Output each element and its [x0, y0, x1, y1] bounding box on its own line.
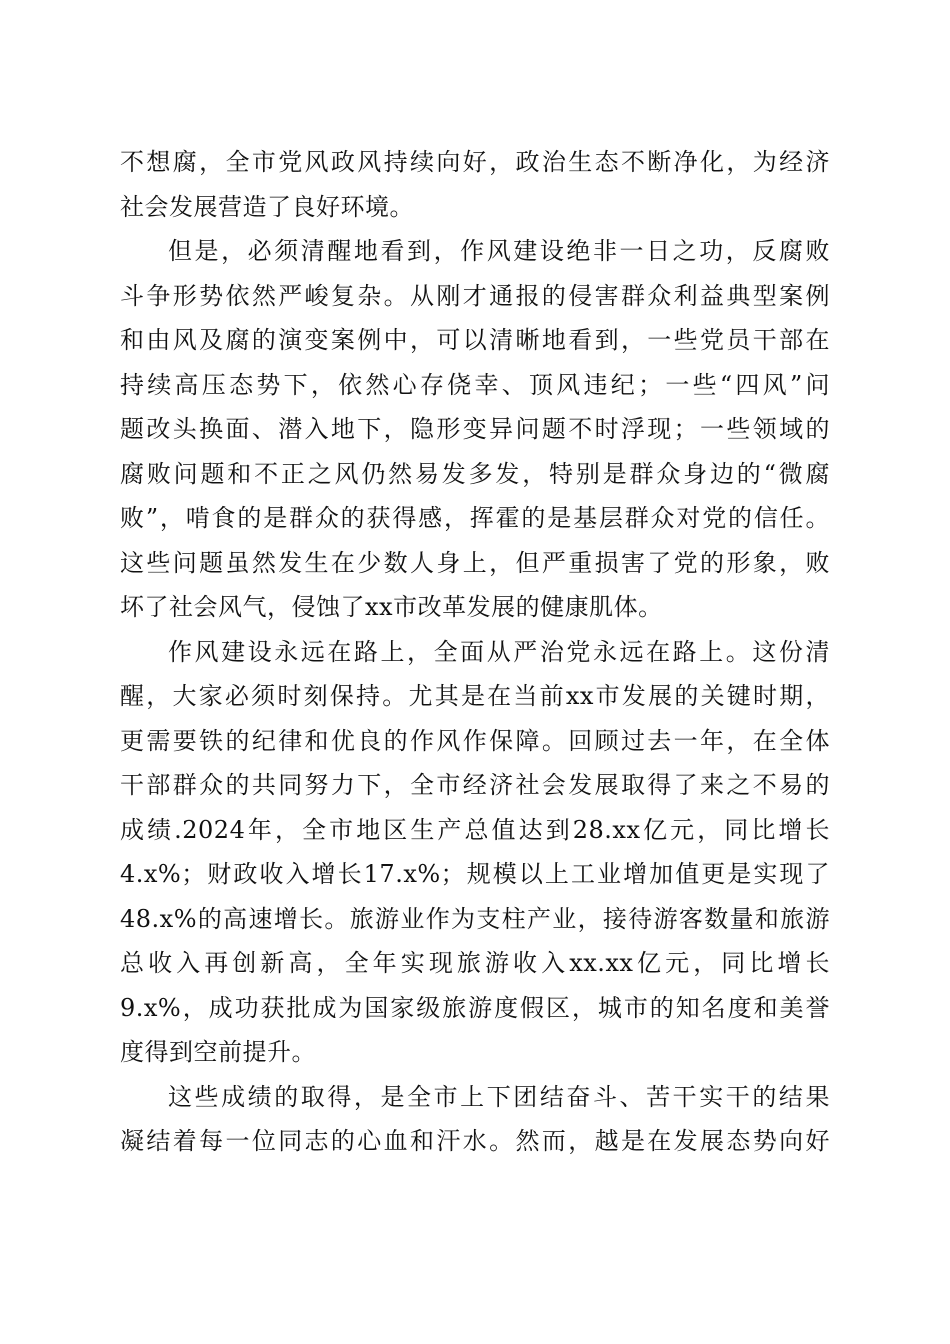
text-line: 更需要铁的纪律和优良的作风作保障。回顾过去一年，在全体	[120, 726, 830, 755]
text-line: 坏了社会风气，侵蚀了xx市改革发展的健康肌体。	[120, 593, 663, 621]
text-line: 不想腐，全市党风政风持续向好，政治生态不断净化，为经济	[120, 148, 830, 176]
paragraph-first-line: 但是，必须清醒地看到，作风建设绝非一日之功，反腐败	[168, 237, 830, 265]
paragraph-first-line: 作风建设永远在路上，全面从严治党永远在路上。这份清	[168, 637, 830, 666]
text-line: 持续高压态势下，依然心存侥幸、顶风违纪；一些“四风”问	[120, 370, 830, 399]
text-line: 48.x%的高速增长。旅游业作为支柱产业，接待游客数量和旅游	[120, 904, 830, 933]
text-line: 9.x%，成功获批成为国家级旅游度假区，城市的知名度和美誉	[120, 993, 830, 1022]
text-line: 败”，啃食的是群众的获得感，挥霍的是基层群众对党的信任。	[120, 504, 830, 532]
text-line: 4.x%；财政收入增长17.x%；规模以上工业增加值更是实现了	[120, 860, 830, 888]
text-line: 凝结着每一位同志的心血和汗水。然而，越是在发展态势向好	[120, 1127, 830, 1155]
text-line: 社会发展营造了良好环境。	[120, 192, 414, 221]
text-line: 题改头换面、潜入地下，隐形变异问题不时浮现；一些领域的	[120, 415, 830, 443]
text-line: 醒，大家必须时刻保持。尤其是在当前xx市发展的关键时期，	[120, 682, 830, 710]
text-line: 干部群众的共同努力下，全市经济社会发展取得了来之不易的	[120, 771, 830, 799]
text-line: 腐败问题和不正之风仍然易发多发，特别是群众身边的“微腐	[120, 459, 830, 488]
text-line: 成绩.2024年，全市地区生产总值达到28.xx亿元，同比增长	[120, 815, 830, 844]
text-line: 总收入再创新高，全年实现旅游收入xx.xx亿元，同比增长	[120, 949, 830, 977]
text-line: 斗争形势依然严峻复杂。从刚才通报的侵害群众利益典型案例	[120, 281, 830, 310]
paragraph-first-line: 这些成绩的取得，是全市上下团结奋斗、苦干实干的结果	[168, 1082, 830, 1111]
text-line: 这些问题虽然发生在少数人身上，但严重损害了党的形象，败	[120, 548, 830, 577]
body-text	[120, 140, 830, 1164]
text-line: 度得到空前提升。	[120, 1038, 316, 1066]
text-line: 和由风及腐的演变案例中，可以清晰地看到，一些党员干部在	[120, 326, 830, 354]
